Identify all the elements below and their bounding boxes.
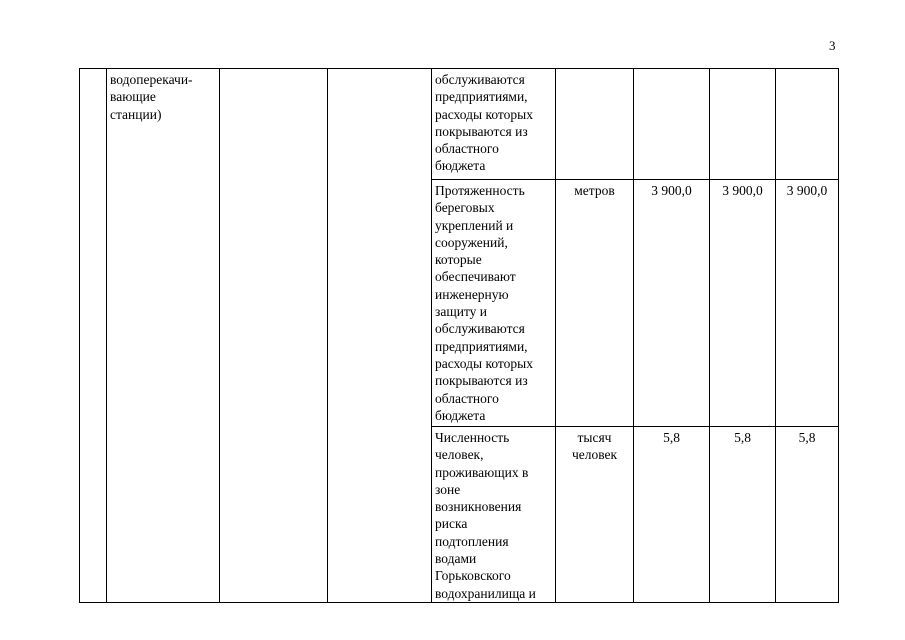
value-cell: 5,8: [776, 427, 839, 603]
indicator-cell: обслуживаются предприятиями, расходы которых покрываются из областного бюджета: [432, 69, 556, 180]
value-cell: [776, 69, 839, 180]
value-cell: 3 900,0: [710, 180, 776, 427]
indicators-table: [79, 68, 839, 603]
value-cell: 5,8: [634, 427, 710, 603]
table-row: [80, 69, 839, 180]
value-cell: [634, 69, 710, 180]
indicator-cell: Протяженность береговых укреплений и сооружений, которые обеспечивают инженерную защиту и обслуживаются предприятиями, расходы которых покрываются из областного бюджета: [432, 180, 556, 427]
value-cell: 5,8: [710, 427, 776, 603]
row-number-cell: [80, 69, 107, 603]
value-cell: 3 900,0: [634, 180, 710, 427]
empty-cell: [328, 69, 432, 603]
page-number: 3: [829, 38, 836, 53]
unit-cell: тысяч человек: [556, 427, 634, 603]
empty-cell: [220, 69, 328, 603]
unit-cell: [556, 69, 634, 180]
unit-cell: метров: [556, 180, 634, 427]
value-cell: [710, 69, 776, 180]
value-cell: 3 900,0: [776, 180, 839, 427]
indicator-cell: Численность человек, проживающих в зоне возникновения риска подтопления водами Горьковского водохранилища и: [432, 427, 556, 603]
object-name-cell: водоперекачи- вающие станции): [107, 69, 220, 603]
